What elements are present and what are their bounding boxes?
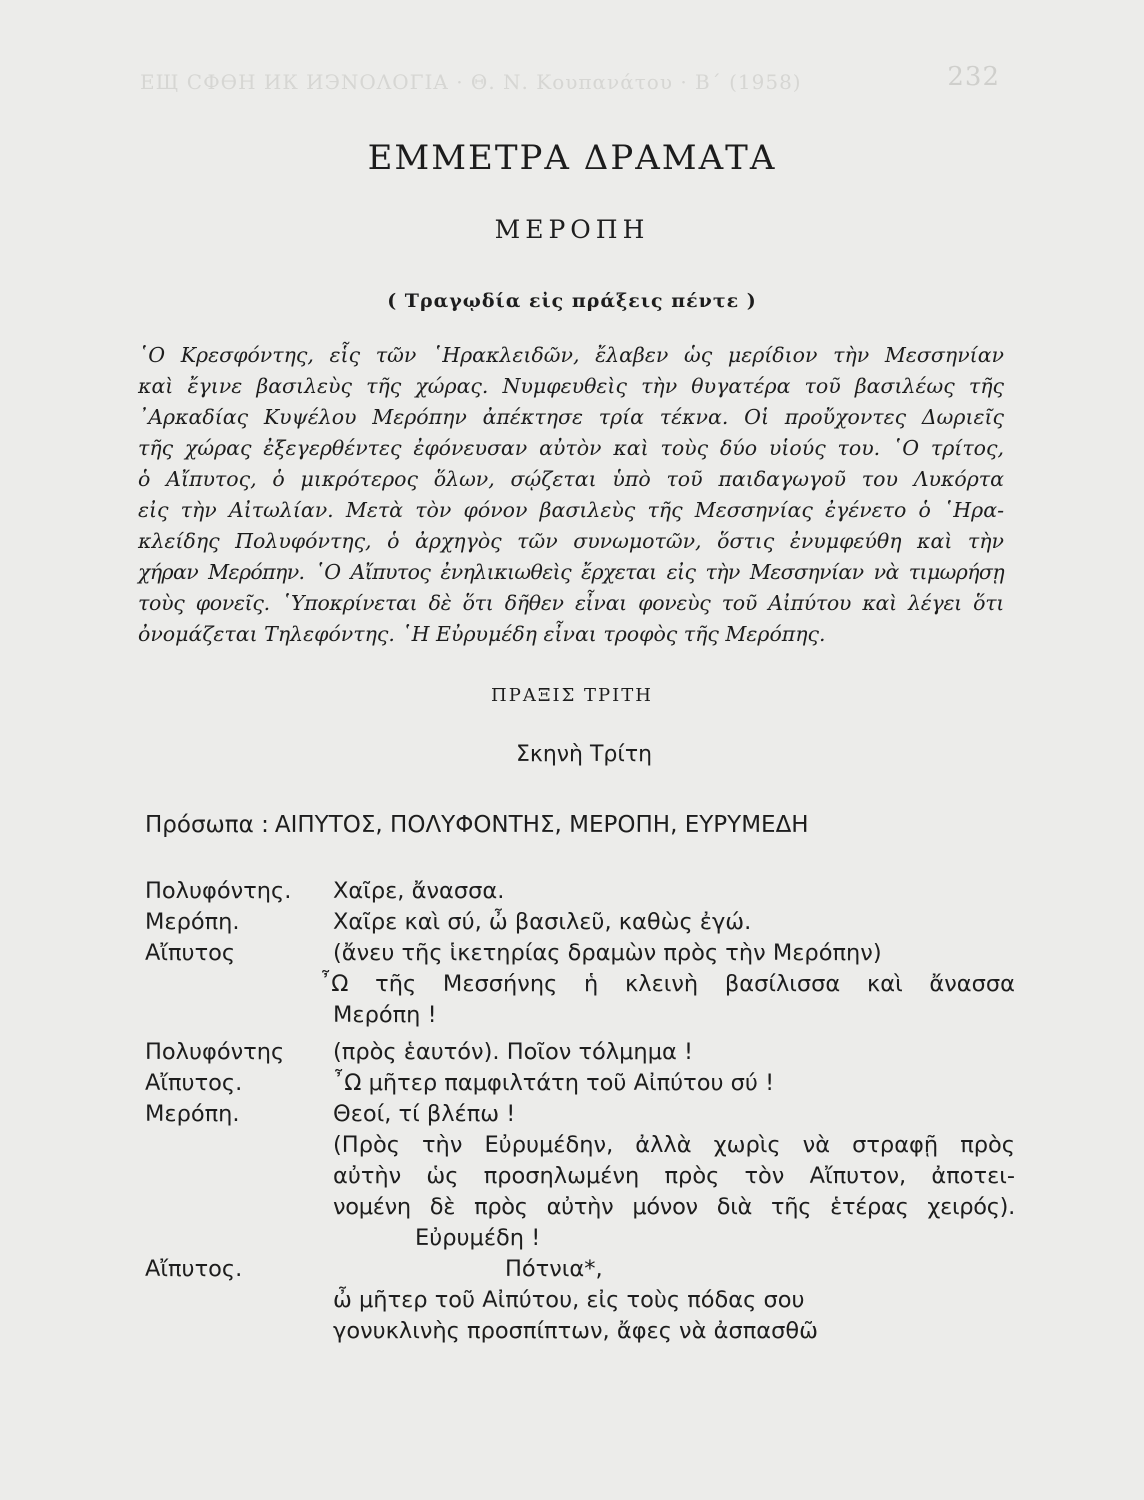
speaker-name: Αἴπυτος.	[145, 1070, 243, 1096]
speaker-name: Μερόπη.	[145, 909, 240, 935]
speech-text: (Πρὸς τὴν Εὐρυμέδην, ἀλλὰ χωρὶς νὰ στραφῇ πρὸς	[333, 1132, 1015, 1158]
synopsis-line: καὶ ἔγινε βασιλεὺς τῆς χώρας. Νυμφευθεὶς τὴν θυγατέρα τοῦ βασιλέως τῆς	[138, 374, 1004, 398]
dialogue-line	[145, 1285, 1020, 1316]
dialogue-line	[145, 1223, 1020, 1254]
speaker-name: Μερόπη.	[145, 1101, 240, 1127]
speech-text: Πότνια*,	[505, 1256, 603, 1282]
dialogue-line	[145, 907, 1020, 938]
dialogue-line	[145, 1316, 1020, 1347]
synopsis-line: ᾿Αρκαδίας Κυψέλου Μερόπην ἀπέκτησε τρία τέκνα. Οἱ προὔχοντες Δωριεῖς	[138, 405, 1004, 429]
dialogue-line	[145, 1254, 1020, 1285]
dialogue-line	[145, 1161, 1020, 1192]
speaker-name: Αἴπυτος.	[145, 1256, 243, 1282]
speech-text: Εὐρυμέδη !	[415, 1225, 541, 1251]
synopsis-line: τῆς χώρας ἐξεγερθέντες ἐφόνευσαν αὐτὸν καὶ τοὺς δύο υἱούς του. ῾Ο τρίτος,	[138, 436, 1004, 460]
dialogue-line	[145, 1192, 1020, 1223]
page-title: ΕΜΜΕΤΡΑ ΔΡΑΜΑΤΑ	[367, 138, 777, 178]
cast-label: Πρόσωπα :	[145, 812, 269, 838]
act-heading: ΠΡΑΞΙΣ ΤΡΙΤΗ	[491, 685, 653, 706]
scene-heading: Σκηνὴ Τρίτη	[515, 742, 653, 767]
speech-text: Χαῖρε, ἄνασσα.	[333, 878, 505, 904]
dialogue-line	[145, 1037, 1020, 1068]
dialogue-line	[145, 1130, 1020, 1161]
synopsis-line: χήραν Μερόπην. ῾Ο Αἴπυτος ἐνηλικιωθεὶς ἔρχεται εἰς τὴν Μεσσηνίαν νὰ τιμωρήσῃ	[138, 560, 1004, 584]
speech-text: ὦ μῆτερ τοῦ Αἰπύτου, εἰς τοὺς πόδας σου	[333, 1287, 805, 1313]
dialogue	[145, 876, 1020, 1347]
dialogue-line	[145, 1000, 1020, 1031]
dialogue-line	[145, 969, 1020, 1000]
dialogue-line	[145, 876, 1020, 907]
speech-text: γονυκλινὴς προσπίπτων, ἄφες νὰ ἀσπασθῶ	[333, 1318, 818, 1344]
synopsis-line: εἰς τὴν Αἰτωλίαν. Μετὰ τὸν φόνον βασιλεὺς τῆς Μεσσηνίας ἐγένετο ὁ ῾Ηρα-	[138, 498, 1004, 522]
speaker-name: Πολυφόντης.	[145, 878, 292, 904]
speaker-name: Αἴπυτος	[145, 940, 236, 966]
synopsis	[138, 340, 1004, 650]
synopsis-line: ὁ Αἴπυτος, ὁ μικρότερος ὅλων, σῴζεται ὑπὸ τοῦ παιδαγωγοῦ του Λυκόρτα	[138, 467, 1004, 491]
bleed-through-header-text: ЕЩ СФѲН ИК ИЭΝΟΛΟΓΙΑ · Θ. Ν. Κουπανάτου · Β΄ (1958)	[140, 70, 802, 94]
cast-names: ΑΙΠΥΤΟΣ, ΠΟΛΥΦΟΝΤΗΣ, ΜΕΡΟΠΗ, ΕΥΡΥΜΕΔΗ	[274, 812, 809, 838]
speech-text: (ἄνευ τῆς ἱκετηρίας δραμὼν πρὸς τὴν Μερόπην)	[333, 940, 882, 966]
dialogue-line	[145, 938, 1020, 969]
synopsis-line: τοὺς φονεῖς. ῾Υποκρίνεται δὲ ὅτι δῆθεν εἶναι φονεὺς τοῦ Αἰπύτου καὶ λέγει ὅτι	[138, 591, 1004, 615]
speech-text: (πρὸς ἑαυτόν). Ποῖον τόλμημα !	[333, 1039, 694, 1065]
speech-text: Μερόπη !	[333, 1002, 437, 1028]
speech-text: Θεοί, τί βλέπω !	[333, 1101, 516, 1127]
dialogue-line	[145, 1068, 1020, 1099]
speech-text: αὐτὴν ὡς προσηλωμένη πρὸς τὸν Αἴπυτον, ἀποτει-	[333, 1163, 1015, 1189]
synopsis-line: ῾Ο Κρεσφόντης, εἷς τῶν ῾Ηρακλειδῶν, ἔλαβεν ὡς μερίδιον τὴν Μεσσηνίαν	[138, 343, 1004, 367]
play-title: ΜΕΡΟΠΗ	[494, 215, 650, 244]
speech-text: ῏Ω μῆτερ παμφιλτάτη τοῦ Αἰπύτου σύ !	[333, 1070, 775, 1096]
bleed-through-page-number: 232	[947, 62, 1000, 92]
cast-list	[145, 812, 809, 838]
speech-text: νομένη δὲ πρὸς αὐτὴν μόνον διὰ τῆς ἑτέρας χειρός).	[333, 1194, 1015, 1220]
synopsis-line: κλείδης Πολυφόντης, ὁ ἀρχηγὸς τῶν συνωμοτῶν, ὅστις ἐνυμφεύθη καὶ τὴν	[138, 529, 1004, 553]
synopsis-line: ὀνομάζεται Τηλεφόντης. ῾Η Εὐρυμέδη εἶναι τροφὸς τῆς Μερόπης.	[138, 622, 826, 646]
dialogue-line	[145, 1099, 1020, 1130]
play-genre: ( Τραγῳδία εἰς πράξεις πέντε )	[387, 290, 757, 312]
bleed-through-header	[140, 62, 1000, 110]
speech-text: ῏Ω τῆς Μεσσήνης ἡ κλεινὴ βασίλισσα καὶ ἄνασσα	[320, 971, 1015, 997]
speech-text: Χαῖρε καὶ σύ, ὦ βασιλεῦ, καθὼς ἐγώ.	[333, 909, 752, 935]
speaker-name: Πολυφόντης	[145, 1039, 285, 1065]
